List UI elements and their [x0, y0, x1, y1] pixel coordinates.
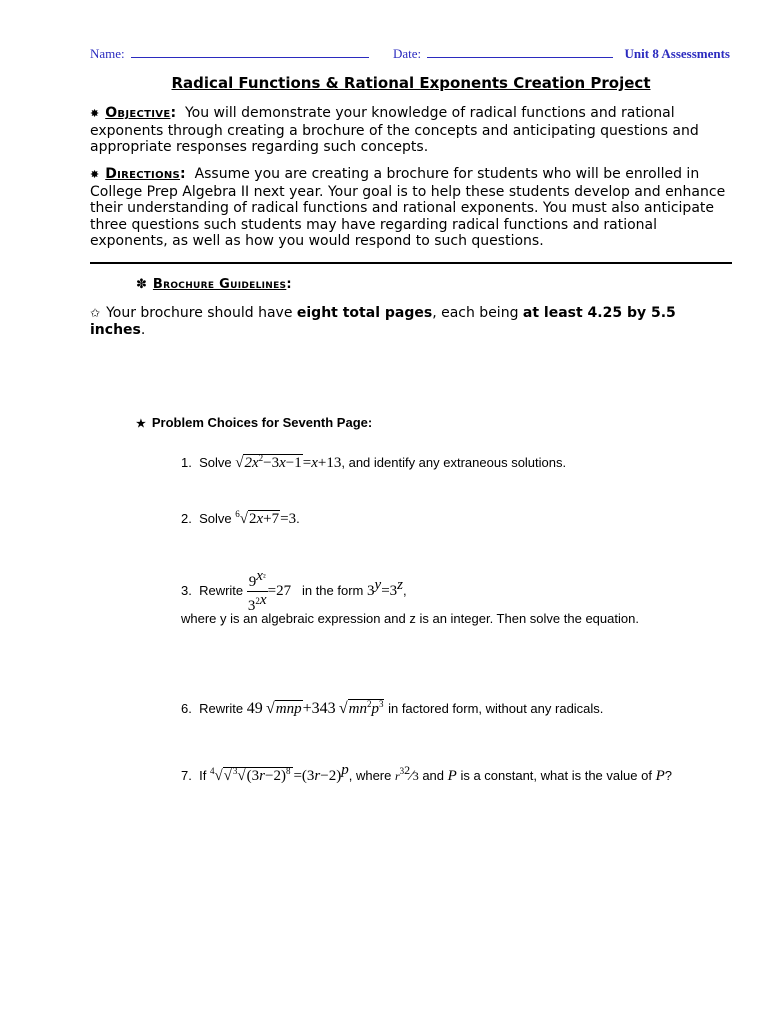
eight-bold1: eight total pages [296, 305, 433, 321]
problem-tail: ? [664, 768, 672, 783]
problem-2-equation: $^6$√2x+7=3 [235, 509, 297, 527]
problem-mid: , where [348, 768, 392, 783]
black-star-icon: ★ [136, 418, 146, 430]
problem-tail: , [403, 582, 407, 598]
flower-icon: ✽ [136, 277, 147, 292]
eight-pre: Your brochure should have [106, 305, 297, 321]
problem-3-equation: $\frac{9^{x^2}}{3^{2x}}$ =27 [247, 568, 292, 614]
problem-number: 6. [181, 701, 192, 716]
problem-number: 1. [181, 455, 192, 470]
eight-pages-item [90, 305, 730, 338]
problem-3 [181, 568, 407, 615]
problem-lead: Solve [199, 455, 232, 470]
problem-2 [181, 509, 300, 528]
page-title: Radical Functions & Rational Exponents Creation Project [171, 74, 651, 92]
constant-p: P [447, 768, 457, 784]
eight-mid: , each being [432, 305, 523, 321]
outline-star-icon: ✩ [90, 306, 101, 320]
problem-tail: . [296, 511, 300, 526]
problem-lead: Solve [199, 511, 232, 526]
directions-text: Assume you are creating a brochure for students who will be enrolled in College Prep Algebra II next year. Your goal is to help these students develop and enhance their understanding of radical functions and rational exponents. You must also anticipate three questions such students may have regarding radical functions and rational exponents, as well as how you would respond to such questions. [90, 166, 726, 249]
problem-tail: , and identify any extraneous solutions. [341, 455, 567, 470]
problem-1 [181, 453, 566, 472]
problem-mid: is a constant, what is the value of [460, 768, 652, 783]
problem-7 [181, 762, 672, 785]
date-field[interactable] [393, 46, 613, 62]
problem-choices-label: Problem Choices for Seventh Page [151, 415, 368, 430]
directions-label: Directions [105, 166, 181, 182]
problem-lead: Rewrite [199, 701, 244, 716]
eight-bold2: at least 4.25 by 5.5 inches [90, 305, 676, 338]
problem-choices-heading: ★ Problem Choices for Seventh Page: [136, 415, 373, 430]
constant-p: P [655, 768, 665, 784]
problem-7-equation: $^4√√^3√(3r-2)^8 =(3r-2)^p$ [209, 762, 349, 784]
problem-tail: in factored form, without any radicals. [388, 701, 604, 716]
unit-label: Unit 8 Assessments [624, 46, 730, 61]
problem-3-line2: where y is an algebraic expression and z is an integer. Then solve the equation. [181, 611, 639, 626]
star-burst-icon: ✸ [90, 168, 100, 181]
name-field[interactable] [90, 46, 369, 62]
problem-number: 3. [181, 582, 192, 598]
problem-3-form: $3^y=3^z$ [367, 576, 403, 599]
star-burst-icon: ✸ [90, 107, 100, 120]
objective-label: Objective [105, 105, 171, 121]
problem-mid: and [422, 768, 445, 783]
problem-6-expression: 49 √mnp+343 $√mn^2p^3$ [246, 699, 384, 717]
problem-7-condition: $r^{32}⁄3$ [395, 763, 419, 784]
problem-mid: in the form [301, 582, 364, 598]
date-blank[interactable] [427, 46, 613, 58]
problem-lead: If [199, 768, 207, 783]
name-blank[interactable] [131, 46, 369, 58]
objective-paragraph: ✸ Objective: You will demonstrate your knowledge of radical functions and rational exponents through creating a brochure of the concepts and anticipating questions and appropriate responses regarding such concepts. [90, 105, 699, 155]
name-label: Name: [90, 46, 125, 61]
problem-6 [181, 699, 603, 718]
eight-end: . [140, 321, 146, 338]
problem-number: 7. [181, 768, 192, 783]
guidelines-label: Brochure Guidelines [152, 277, 287, 292]
problem-1-equation: $√2x^2-3x-1=x+13$ [235, 453, 342, 471]
guidelines-heading: ✽ Brochure Guidelines: [136, 277, 292, 292]
directions-paragraph: ✸ Directions: Assume you are creating a brochure for students who will be enrolled in College Prep Algebra II next year. Your goal is to help these students develop and enhance their understanding of radical functions and rational exponents. You must also anticipate three questions such students may have regarding radical functions and rational exponents, as well as how you would respond to such questions. [90, 166, 726, 249]
problem-lead: Rewrite [199, 582, 244, 598]
date-label: Date: [393, 46, 422, 61]
section-divider [90, 262, 732, 264]
problem-number: 2. [181, 511, 192, 526]
objective-text: You will demonstrate your knowledge of radical functions and rational exponents through creating a brochure of the concepts and anticipating questions and appropriate responses regarding such concepts. [90, 105, 699, 155]
